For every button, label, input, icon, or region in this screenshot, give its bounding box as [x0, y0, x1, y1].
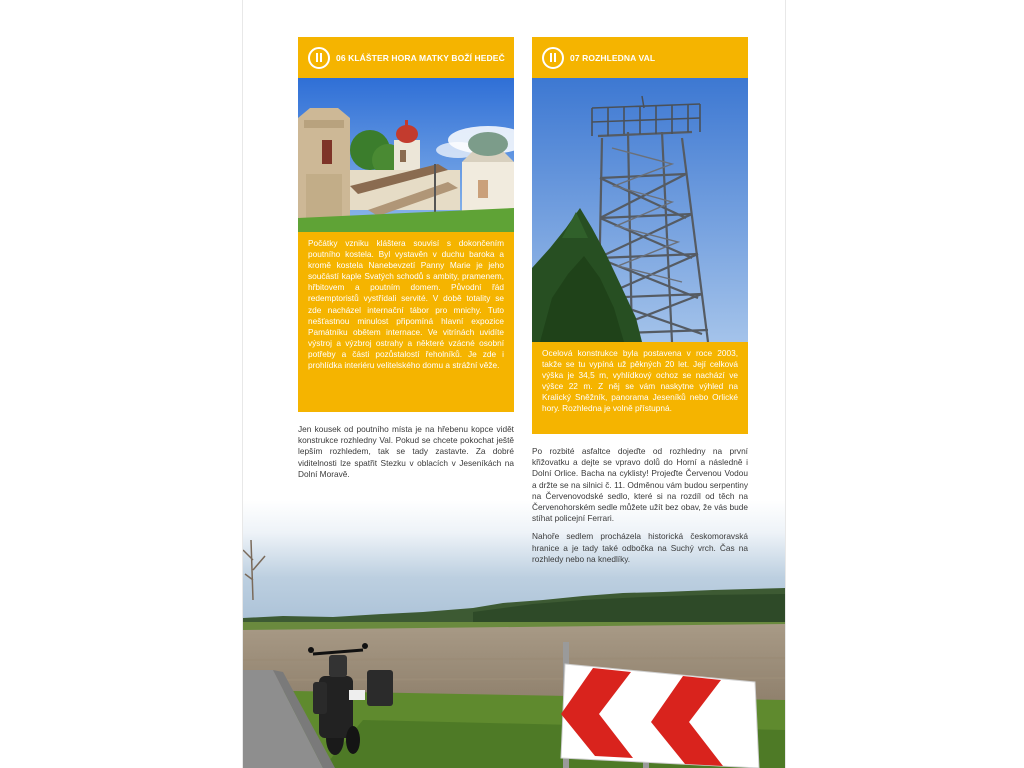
pause-circle-icon	[308, 47, 330, 69]
section-07-header	[532, 37, 748, 78]
pause-circle-icon	[542, 47, 564, 69]
section-06-body-text: Jen kousek od poutního místa je na hřebenu kopce vidět konstrukce rozhledny Val. Pokud se chcete pokochat ještě lepším rozhledem, tak se tady zastavte. Za dobré viditelnosti lze spatřit Stezku v oblacích v Jeseníkách na Dolní Moravě.	[298, 424, 514, 479]
section-07-title: 07 ROZHLEDNA VAL	[570, 52, 656, 63]
document-page	[242, 0, 786, 768]
section-07-body-text: Po rozbité asfaltce dojeďte od rozhledny na první křižovatku a dejte se vpravo dolů do Horní a následně i Dolní Orlice. Bacha na cyklisty! Projeďte Červenou Vodou a držte se na silnici č. 11. Odměnou vám budou serpentiny na Červenovodské sedlo, které si na rozdíl od těch na Červenohorském sedle můžete užít bez obav, že vás bude stíhat policejní Ferrari.	[532, 446, 748, 524]
section-07	[532, 37, 748, 565]
section-06-title: 06 KLÁŠTER HORA MATKY BOŽÍ HEDEČ	[336, 52, 505, 63]
monastery-photo	[298, 78, 514, 232]
section-07-info-box: Ocelová konstrukce byla postavena v roce 2003, takže se tu vypíná už pěkných 20 let. Její celková výška je 34,5 m, vyhlídkový ochoz se nachází ve výšce 22 m. Z něj se vám naskytne výhled na Kralický Sněžník, panorama Jeseníků nebo Orlické hory. Rozhledna je volně přístupná.	[532, 342, 748, 434]
section-07-body-text-2: Nahoře sedlem procházela historická českomoravská hranice a je tady také odbočka na Suchý vrch. Čas na rozhledy nebo na knedlíky.	[532, 531, 748, 564]
section-06	[298, 37, 514, 480]
observation-tower-photo	[532, 78, 748, 342]
section-06-info-box: Počátky vzniku kláštera souvisí s dokončením poutního kostela. Byl vystavěn v duchu baroka a kromě kostela Nanebevzetí Panny Marie je jeho součástí kaple Svatých schodů s ambity, pramenem, hřbitovem a poutním domem. Původní řád redemptoristů vystřídali servité. V době totality se zde nacházel internační tábor pro mnichy. Tuto nešťastnou minulost připomíná hlavní expozice Památníku obětem internace. Ve vitrínách uvidíte výstroj a výzbroj ostrahy a některé vzácné osobní potřeby a části pozůstalostí řeholníků. Je zde i prohlídka interiéru velitelského domu a strážní věže.	[298, 232, 514, 412]
section-06-header	[298, 37, 514, 78]
